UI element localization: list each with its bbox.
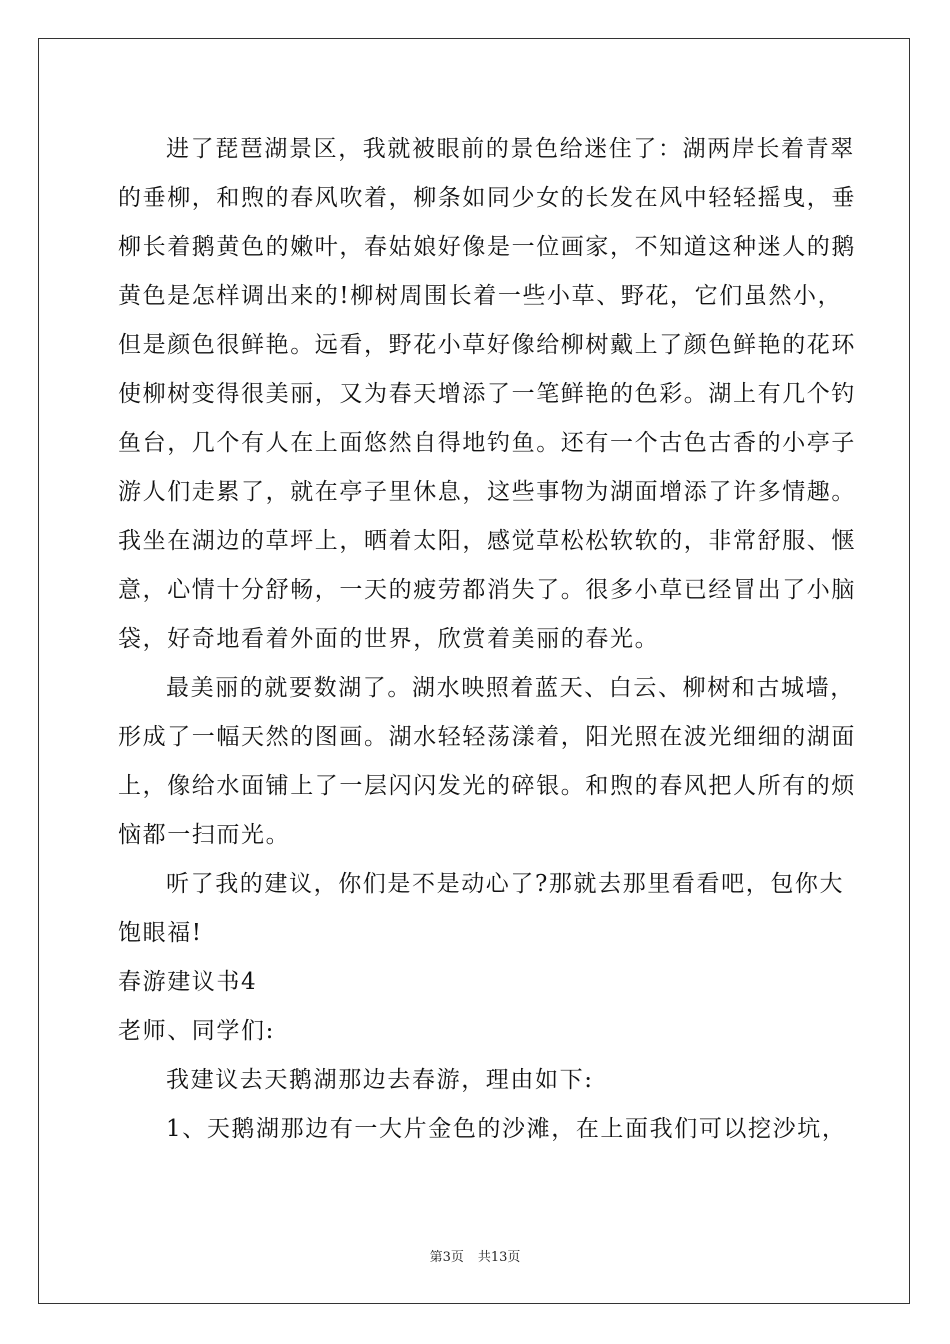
page-total: 共13页 bbox=[477, 1250, 521, 1265]
text-line: 但是颜色很鲜艳。远看，野花小草好像给柳树戴上了颜色鲜艳的花环 bbox=[118, 332, 856, 358]
intro-line: 我建议去天鹅湖那边去春游，理由如下: bbox=[166, 1067, 594, 1093]
text-line: 的垂柳，和煦的春风吹着，柳条如同少女的长发在风中轻轻摇曳，垂 bbox=[118, 185, 856, 211]
page-footer bbox=[0, 1246, 950, 1265]
text-line: 我坐在湖边的草坪上，晒着太阳，感觉草松松软软的，非常舒服、惬 bbox=[118, 528, 856, 554]
page-number: 第3页 bbox=[429, 1250, 464, 1265]
paragraph-lake-view bbox=[118, 668, 856, 864]
text-line: 进了琵琶湖景区，我就被眼前的景色给迷住了：湖两岸长着青翠 bbox=[166, 136, 855, 162]
text-line: 柳长着鹅黄色的嫩叶，春姑娘好像是一位画家，不知道这种迷人的鹅 bbox=[118, 234, 856, 260]
text-line: 鱼台，几个有人在上面悠然自得地钓鱼。还有一个古色古香的小亭子 bbox=[118, 430, 856, 456]
text-line: 意，心情十分舒畅，一天的疲劳都消失了。很多小草已经冒出了小脑 bbox=[118, 577, 856, 603]
text-line: 游人们走累了，就在亭子里休息，这些事物为湖面增添了许多情趣。 bbox=[118, 479, 856, 505]
paragraph-conclusion bbox=[118, 864, 845, 962]
text-line: 黄色是怎样调出来的!柳树周围长着一些小草、野花，它们虽然小， bbox=[118, 283, 843, 309]
text-line: 饱眼福! bbox=[118, 920, 203, 946]
salutation: 老师、同学们: bbox=[118, 1018, 275, 1044]
reason-item: 1、天鹅湖那边有一大片金色的沙滩，在上面我们可以挖沙坑， bbox=[166, 1116, 847, 1142]
document-body bbox=[118, 129, 856, 1158]
text-line: 上，像给水面铺上了一层闪闪发光的碎银。和煦的春风把人所有的烦 bbox=[118, 773, 856, 799]
paragraph-pipa-lake bbox=[118, 129, 856, 668]
text-line: 袋，好奇地看着外面的世界，欣赏着美丽的春光。 bbox=[118, 626, 660, 652]
text-line: 最美丽的就要数湖了。湖水映照着蓝天、白云、柳树和古城墙， bbox=[166, 675, 855, 701]
text-line: 使柳树变得很美丽，又为春天增添了一笔鲜艳的色彩。湖上有几个钓 bbox=[118, 381, 856, 407]
text-line: 恼都一扫而光。 bbox=[118, 822, 291, 848]
text-line: 听了我的建议，你们是不是动心了?那就去那里看看吧，包你大 bbox=[166, 871, 845, 897]
text-line: 形成了一幅天然的图画。湖水轻轻荡漾着，阳光照在波光细细的湖面 bbox=[118, 724, 856, 750]
section-title: 春游建议书4 bbox=[118, 969, 258, 995]
